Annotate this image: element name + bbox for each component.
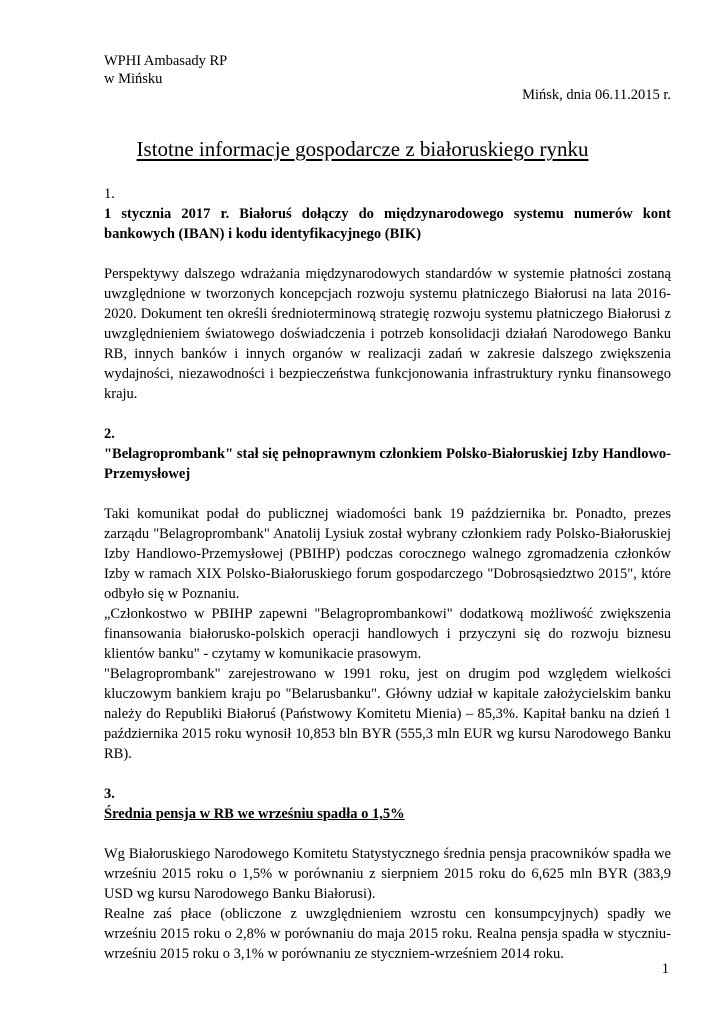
section-1-heading: 1 stycznia 2017 r. Białoruś dołączy do międzynarodowego systemu numerów kont bankowych (IBAN) i kodu identyfikacyjnego (BIK) <box>104 206 671 242</box>
section-2-heading: "Belagroprombank" stał się pełnoprawnym członkiem Polsko-Białoruskiej Izby Handlowo-Przemysłowej <box>104 446 671 482</box>
sender-line-2: w Mińsku <box>104 71 163 87</box>
section-3-number: 3. <box>104 786 115 802</box>
section-2-paragraph-2: „Członkostwo w PBIHP zapewni "Belagroprombankowi" dodatkową możliwość zwiększenia finansowania białorusko-polskich operacji handlowych i przyczyni się do rozwoju biznesu klientów banku" - czytamy w komunikacie prasowym. <box>104 606 671 662</box>
section-1-number: 1. <box>104 186 115 202</box>
section-2-number: 2. <box>104 426 115 442</box>
document-body <box>104 184 671 964</box>
document-title: Istotne informacje gospodarcze z białoruskiego rynku <box>136 137 589 161</box>
sender-line-1: WPHI Ambasady RP <box>104 53 228 69</box>
section-1-paragraph-1: Perspektywy dalszego wdrażania międzynarodowych standardów w systemie płatności zostaną uwzględnione w tworzonych koncepcjach rozwoju systemu płatniczego Białorusi na lata 2016-2020. Dokument ten określi średnioterminową strategię rozwoju systemu płatniczego Białorusi z uwzględnieniem światowego doświadczenia i potrzeb konsolidacji działań Narodowego Banku RB, innych banków i innych organów w realizacji zadań w zakresie dalszego zwiększenia wydajności, niezawodności i bezpieczeństwa funkcjonowania infrastruktury rynku finansowego kraju. <box>104 266 671 402</box>
section-2-paragraph-1: Taki komunikat podał do publicznej wiadomości bank 19 października br. Ponadto, prezes zarządu "Belagroprombank" Anatolij Lysiuk został wybrany członkiem rady Polsko-Białoruskiej Izby Handlowo-Przemysłowej (PBIHP) podczas corocznego walnego zgromadzenia członków Izby w ramach XIX Polsko-Białoruskiego forum gospodarczego "Dobrosąsiedztwo 2015", które odbyło się w Poznaniu. <box>104 506 671 602</box>
section-2-paragraph-3: "Belagroprombank" zarejestrowano w 1991 roku, jest on drugim pod względem wielkości kluczowym bankiem kraju po "Belarusbanku". Główny udział w kapitale założycielskim banku należy do Republiki Białoruś (Państwowy Komitetu Mienia) – 85,3%. Kapitał banku na dzień 1 października 2015 roku wynosił 10,853 bln BYR (555,3 mln EUR wg kursu Narodowego Banku RB). <box>104 666 671 762</box>
section-3-heading: Średnia pensja w RB we wrześniu spadła o 1,5% <box>104 806 405 822</box>
page-number: 1 <box>661 961 669 977</box>
section-3-paragraph-2: Realne zaś płace (obliczone z uwzględnieniem wzrostu cen konsumpcyjnych) spadły we wrześniu 2015 roku o 2,8% w porównaniu do maja 2015 roku. Realna pensja spadła w styczniu-wrześniu 2015 roku o 3,1% w porównaniu ze styczniem-wrześniem 2014 roku. <box>104 906 671 962</box>
document-date: Mińsk, dnia 06.11.2015 r. <box>522 87 671 103</box>
section-3-paragraph-1: Wg Białoruskiego Narodowego Komitetu Statystycznego średnia pensja pracowników spadła we wrześniu 2015 roku o 1,5% w porównaniu z sierpniem 2015 roku do 6,625 mln BYR (383,9 USD wg kursu Narodowego Banku Białorusi). <box>104 846 671 902</box>
sender-block <box>104 52 227 88</box>
